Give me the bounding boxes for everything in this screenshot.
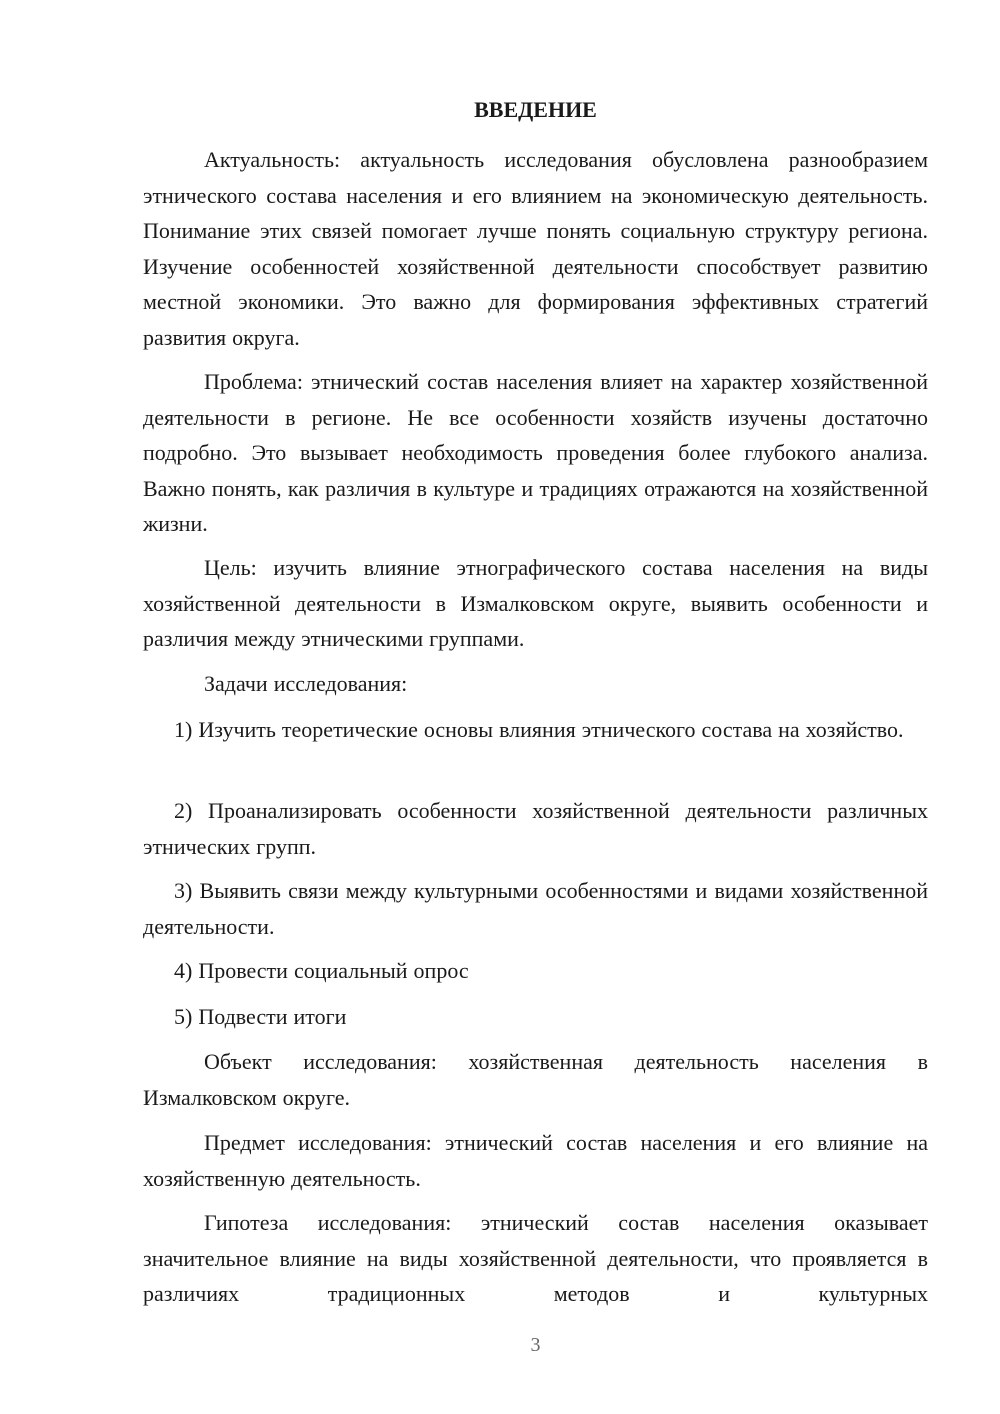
hypothesis-paragraph: Гипотеза исследования: этнический состав населения оказывает значительное влияние на виды хозяйственной деятельности, что проявляется в различиях традиционных методов и культурных [143,1210,928,1307]
task-item-3: 3) Выявить связи между культурными особенностями и видами хозяйственной деятельности. [143,878,928,939]
object-paragraph: Объект исследования: хозяйственная деятельность населения в Измалковском округе. [143,1049,928,1110]
document-page [143,0,928,1414]
problem-paragraph: Проблема: этнический состав населения влияет на характер хозяйственной деятельности в регионе. Не все особенности хозяйств изучены достаточно подробно. Это вызывает необходимость проведения более глубокого анализа. Важно понять, как различия в культуре и традициях отражаются на хозяйственной жизни. [143,369,928,537]
relevance-paragraph: Актуальность: актуальность исследования обусловлена разнообразием этнического состава населения и его влиянием на экономическую деятельность. Понимание этих связей помогает лучше понять социальную структуру региона. Изучение особенностей хозяйственной деятельности способствует развитию местной экономики. Это важно для формирования эффективных стратегий развития округа. [143,147,928,350]
task-item-2: 2) Проанализировать особенности хозяйственной деятельности различных этнических групп. [143,798,928,859]
task-item-5: 5) Подвести итоги [174,1004,347,1029]
task-item-1: 1) Изучить теоретические основы влияния этнического состава на хозяйство. [174,717,904,742]
page-number: 3 [530,1334,541,1356]
goal-paragraph: Цель: изучить влияние этнографического состава населения на виды хозяйственной деятельности в Измалковском округе, выявить особенности и различия между этническими группами. [143,555,928,652]
tasks-heading: Задачи исследования: [204,671,408,696]
subject-paragraph: Предмет исследования: этнический состав населения и его влияние на хозяйственную деятельность. [143,1130,928,1191]
page-title: ВВЕДЕНИЕ [474,97,597,122]
task-item-4: 4) Провести социальный опрос [174,958,469,983]
